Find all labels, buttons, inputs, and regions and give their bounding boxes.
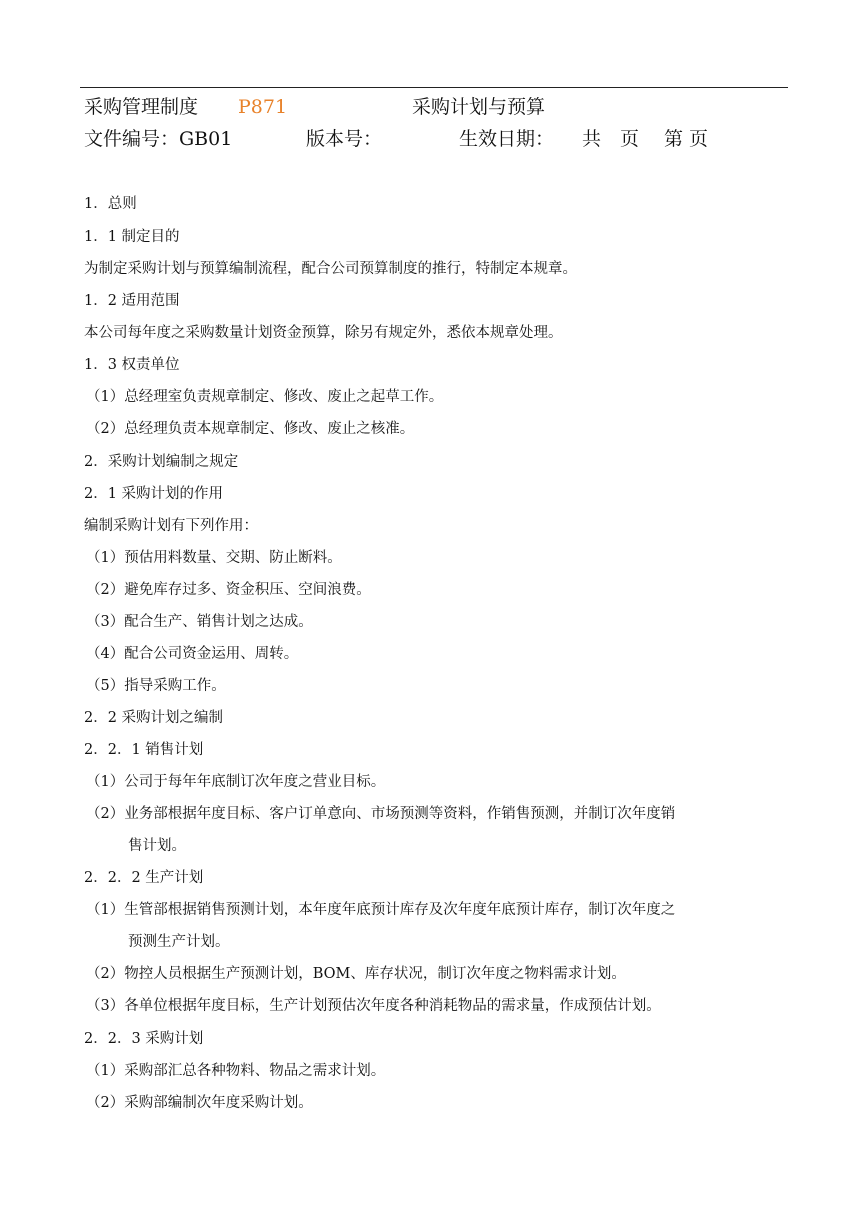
list-item: （5）指导采购工作。 (86, 678, 226, 694)
total-pages-label: 共 页 (582, 128, 640, 150)
subsection-heading: 2．1 采购计划的作用 (84, 486, 224, 502)
list-item: （3）配合生产、销售计划之达成。 (86, 614, 313, 630)
list-item: （1）预估用料数量、交期、防止断料。 (86, 550, 342, 566)
list-item: （1）总经理室负责规章制定、修改、废止之起草工作。 (86, 389, 444, 405)
list-item-continuation: 售计划。 (128, 838, 186, 854)
subsection-heading: 1．1 制定目的 (84, 229, 180, 245)
page-number-label: 第 页 (664, 128, 709, 150)
subsection-heading: 2．2．1 销售计划 (84, 742, 204, 758)
system-name: 采购管理制度 (84, 96, 199, 118)
list-item: （2）业务部根据年度目标、客户订单意向、市场预测等资料，作销售预测，并制订次年度销 (86, 806, 676, 822)
version-label: 版本号： (306, 128, 383, 150)
header-rule (80, 87, 788, 88)
list-item: （1）生管部根据销售预测计划，本年度年底预计库存及次年度年底预计库存，制订次年度之 (86, 902, 676, 918)
paragraph: 为制定采购计划与预算编制流程，配合公司预算制度的推行，特制定本规章。 (84, 261, 577, 277)
subsection-heading: 2．2．3 采购计划 (84, 1031, 204, 1047)
list-item: （4）配合公司资金运用、周转。 (86, 646, 299, 662)
doc-title: 采购计划与预算 (412, 96, 546, 118)
list-item: （3）各单位根据年度目标，生产计划预估次年度各种消耗物品的需求量，作成预估计划。 (86, 998, 661, 1014)
paragraph: 本公司每年度之采购数量计划资金预算，除另有规定外，悉依本规章处理。 (84, 325, 563, 341)
subsection-heading: 1．3 权责单位 (84, 357, 180, 373)
list-item-continuation: 预测生产计划。 (128, 934, 230, 950)
paragraph: 编制采购计划有下列作用： (84, 518, 258, 534)
subsection-heading: 2．2．2 生产计划 (84, 870, 204, 886)
list-item: （2）采购部编制次年度采购计划。 (86, 1095, 313, 1111)
doc-code: P871 (238, 96, 288, 118)
list-item: （2）总经理负责本规章制定、修改、废止之核准。 (86, 421, 415, 437)
list-item: （1）采购部汇总各种物料、物品之需求计划。 (86, 1063, 386, 1079)
section-heading: 1．总则 (84, 196, 137, 212)
file-number: 文件编号：GB01 (84, 128, 233, 150)
section-heading: 2．采购计划编制之规定 (84, 454, 239, 470)
list-item: （1）公司于每年年底制订次年度之营业目标。 (86, 774, 386, 790)
subsection-heading: 1．2 适用范围 (84, 293, 180, 309)
list-item: （2）物控人员根据生产预测计划，BOM、库存状况，制订次年度之物料需求计划。 (86, 966, 626, 982)
list-item: （2）避免库存过多、资金积压、空间浪费。 (86, 582, 371, 598)
subsection-heading: 2．2 采购计划之编制 (84, 710, 224, 726)
effective-date-label: 生效日期： (459, 128, 555, 150)
